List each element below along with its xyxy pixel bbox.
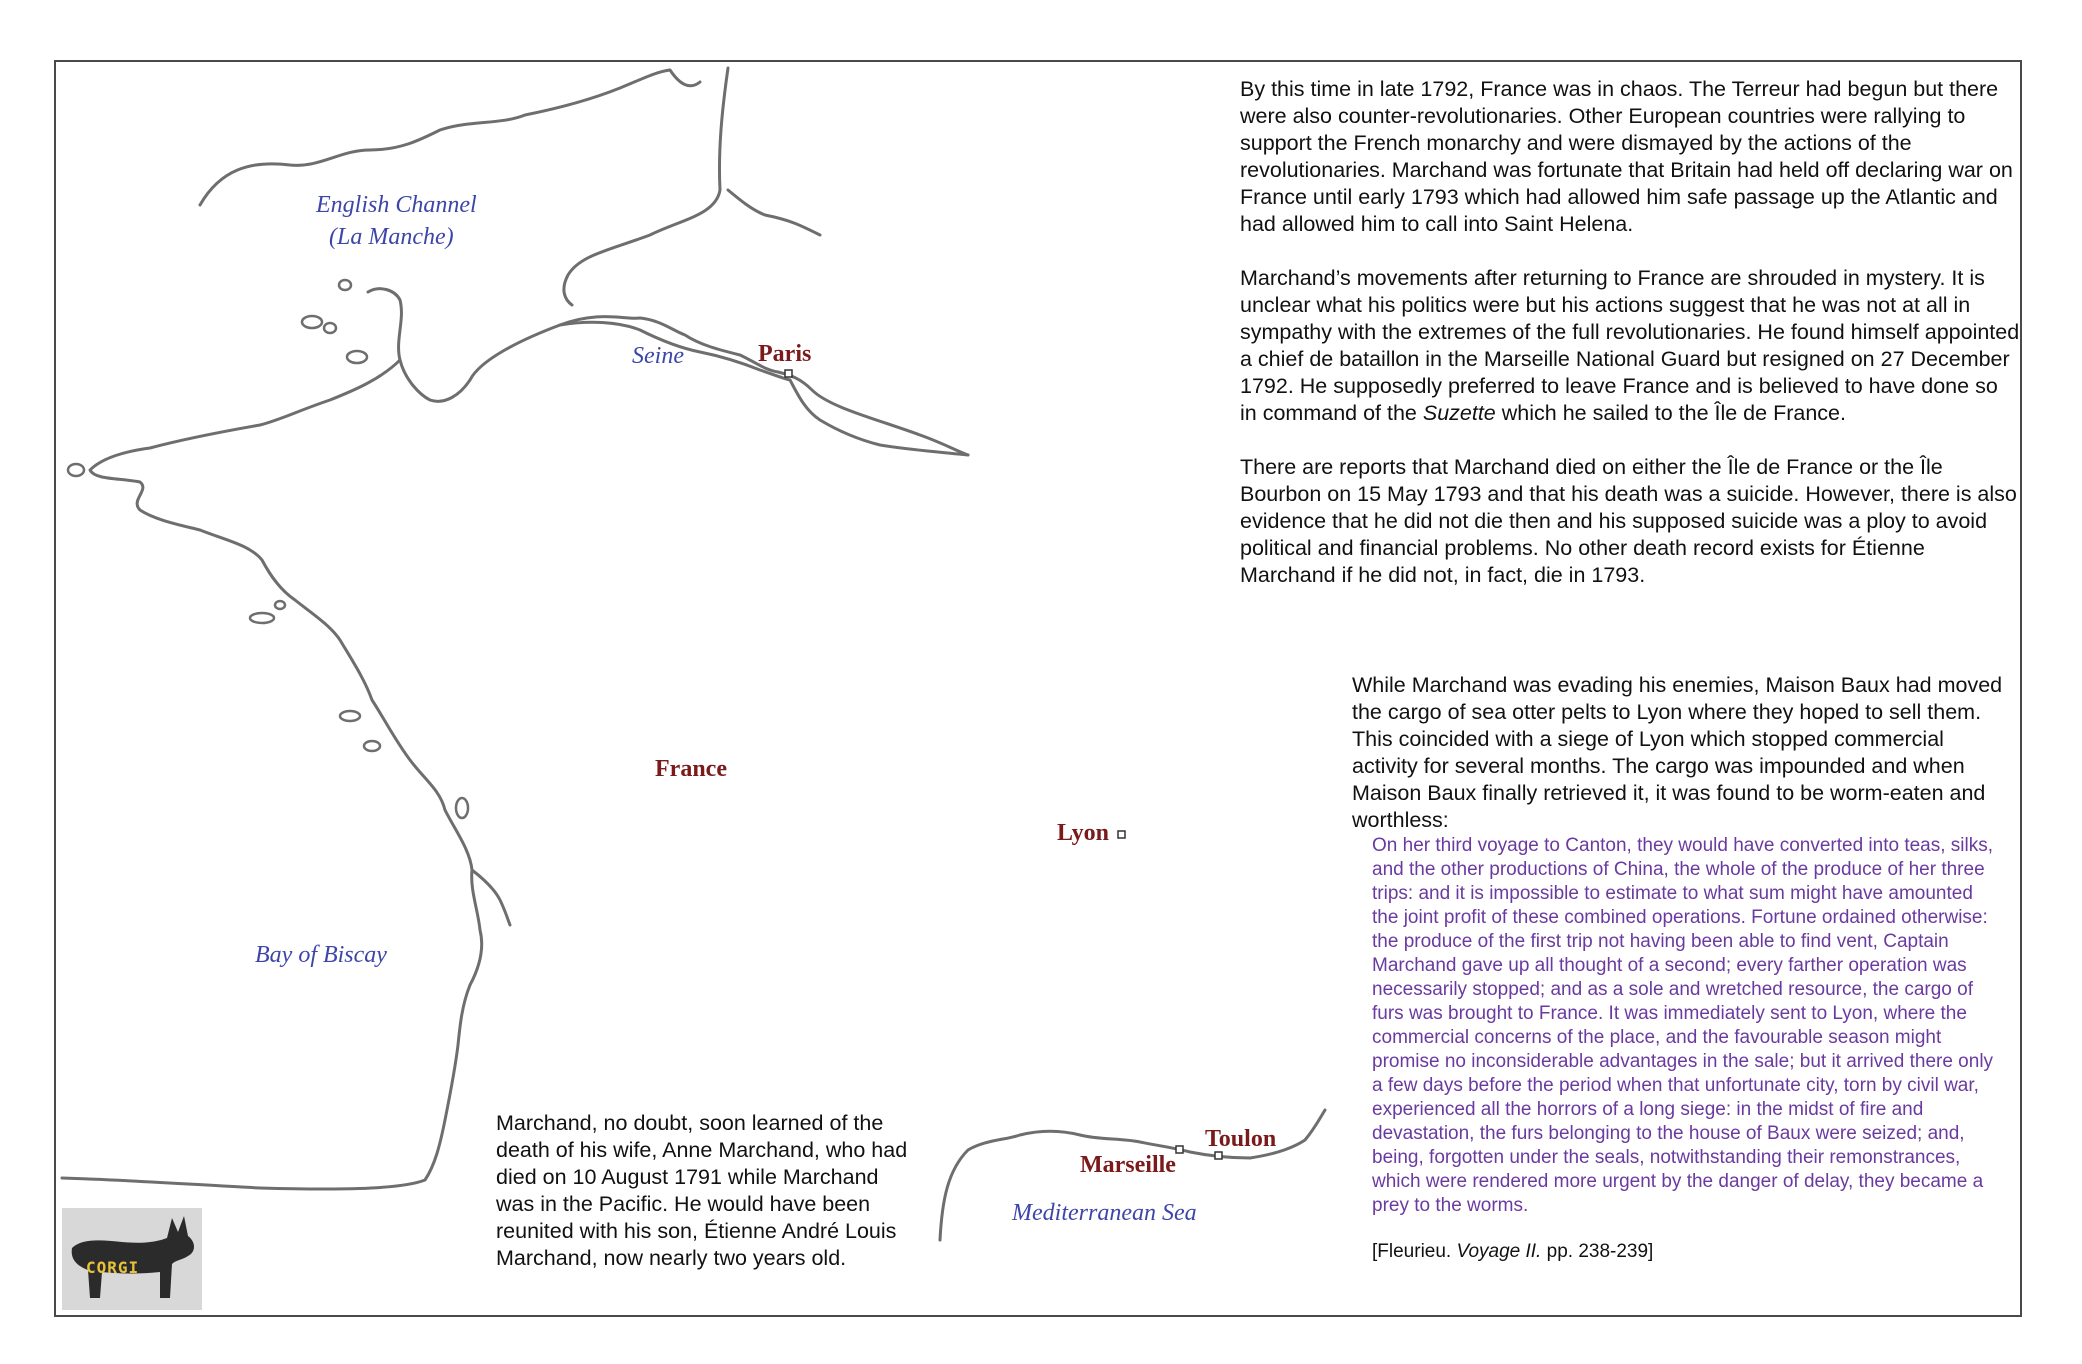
channel-island-3 — [324, 323, 336, 333]
toulon-label: Toulon — [1205, 1126, 1277, 1152]
ship-name-suzette: Suzette — [1422, 401, 1496, 425]
small-island-1 — [275, 601, 285, 609]
atlantic-coastline — [62, 360, 482, 1189]
fleurieu-quote: On her third voyage to Canton, they would have converted into teas, silks, and the other productions of China, the whole of the produce of her three trips: and it is impossible to estimate to what sum might have amounted the joint profit of these combined operations. Fortune ordained otherwise: the produce of the first trip not having been able to find vent, Captain Marchand gave up all thought of a second; every farther operation was necessarily stopped; and as a sole and wretched resource, the cargo of furs was brought to France. It was immediately sent to Lyon, where the commercial concerns of the place, and the favourable season might promise no inconsiderable advantages in the sale; but it arrived there only a few days before the period when that unfortunate city, torn by civil war, experienced all the horrors of a long siege: in the midst of fire and devastation, the furs belonging to the house of Baux were seized; and, being, forgotten under the seals, notwithstanding their remonstrances, which were rendered more urgent by the danger of delay, they became a prey to the worms. — [1372, 835, 1994, 1216]
england-coastline-east — [564, 68, 728, 305]
paris-label: Paris — [758, 341, 812, 367]
ile-de-re — [340, 711, 360, 721]
channel-coast-east — [728, 190, 820, 235]
paris-marker — [785, 370, 792, 377]
france-label: France — [655, 756, 727, 782]
lyon-label: Lyon — [1057, 820, 1110, 846]
ouessant-island — [68, 464, 84, 476]
paragraph-death-reports: There are reports that Marchand died on either the Île de France or the Île Bourbon on 15 May 1793 and that his death was a suicide. However, there is also evidence that he did not die then and his supposed suicide was a ploy to avoid political and financial problems. No other death record exists for Étienne Marchand if he did not, in fact, die in 1793. — [1240, 455, 2017, 587]
paragraph-chaos: By this time in late 1792, France was in chaos. The Terreur had begun but there were also counter-revolutionaries. Other European countries were rallying to support the French monarchy and were dismayed by the actions of the revolutionaries. Marchand was fortunate that Britain had held off declaring war on France until early 1793 which had allowed him safe passage up the Atlantic and had allowed him to call into Saint Helena. — [1240, 77, 2013, 236]
seine-label: Seine — [632, 343, 684, 369]
paragraph-movements: Marchand’s movements after returning to France are shrouded in mystery. It is unclear what his politics were but his actions suggest that he was not at all in sympathy with the extremes of the full revolutionaries. He found himself appointed a chief de bataillon in the Marseille National Guard but resigned on 27 December 1792. He supposedly preferred to leave France and is believed to have done so in command of the Suzette which he sailed to the Île de France. — [1240, 266, 2020, 425]
belle-ile — [250, 613, 274, 623]
small-island-2 — [456, 798, 468, 818]
bay-of-biscay-label: Bay of Biscay — [255, 942, 387, 968]
england-coastline — [200, 70, 700, 205]
north-coast-of-france — [368, 289, 968, 455]
english-channel-label: English Channel — [316, 192, 477, 218]
quote-citation: [Fleurieu. Voyage II. pp. 238-239] — [1372, 1241, 1654, 1262]
corgi-logo — [62, 1208, 202, 1310]
marseille-label: Marseille — [1080, 1152, 1176, 1178]
channel-island-1 — [339, 280, 351, 290]
channel-island-2 — [302, 316, 322, 328]
lyon-marker — [1118, 831, 1125, 838]
narrative-upper-column — [1240, 76, 2020, 589]
channel-island-4 — [347, 351, 367, 363]
marseille-marker — [1176, 1146, 1183, 1153]
ile-d-oleron — [364, 741, 380, 751]
paragraph-maison-baux: While Marchand was evading his enemies, Maison Baux had moved the cargo of sea otter pelts to Lyon where they hoped to sell them. This coincided with a siege of Lyon which stopped commercial activity for several months. The cargo was impounded and when Maison Baux finally retrieved it, it was found to be worm-eaten and worthless: — [1352, 673, 2003, 832]
paragraph-wife-son: Marchand, no doubt, soon learned of the death of his wife, Anne Marchand, who had died on 10 August 1791 while Marchand was in the Pacific. He would have been reunited with his son, Étienne André Louis Marchand, now nearly two years old. — [496, 1111, 908, 1270]
corgi-logo-text: CORGI — [86, 1258, 140, 1277]
la-manche-label: (La Manche) — [329, 224, 454, 250]
mediterranean-sea-label: Mediterranean Sea — [1012, 1200, 1197, 1226]
